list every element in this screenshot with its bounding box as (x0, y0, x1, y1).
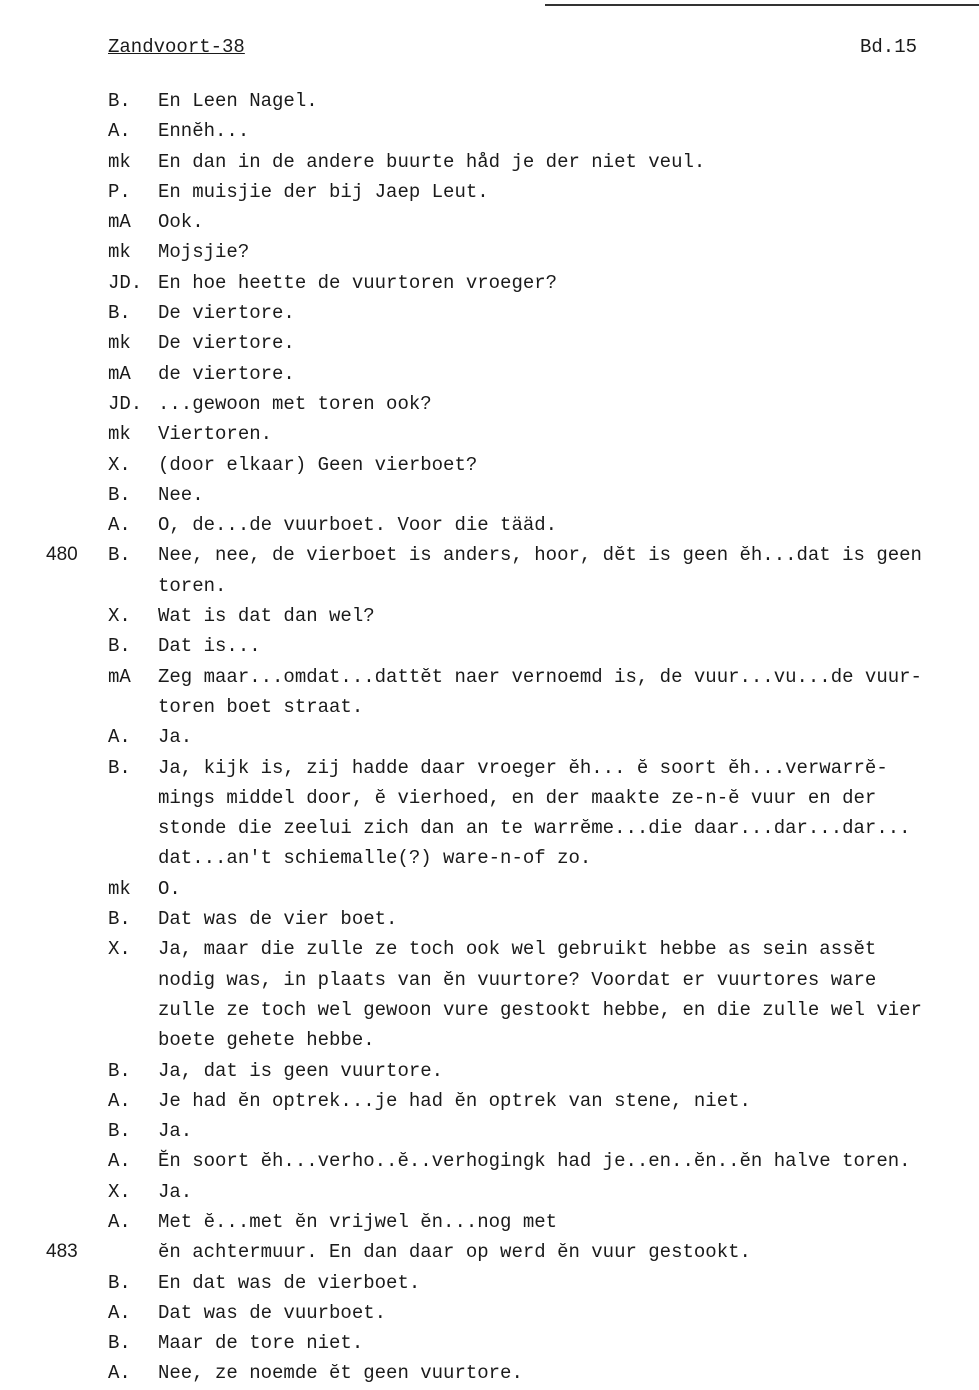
utterance-text: nodig was, in plaats van ĕn vuurtore? Voordat er vuurtores ware (158, 968, 877, 991)
utterance-text: Viertoren. (158, 423, 273, 446)
utterance-text: Nee, ze noemde ĕt geen vuurtore. (158, 1362, 523, 1385)
transcript-line (0, 995, 979, 1025)
speaker-label: X. (108, 605, 131, 628)
utterance-text: Ja. (158, 726, 193, 749)
utterance-text: mings middel door, ĕ vierhoed, en der maakte ze-n-ĕ vuur en der (158, 786, 877, 809)
speaker-label: X. (108, 453, 131, 476)
utterance-text: zulle ze toch wel gewoon vure gestookt hebbe, en die zulle wel vier (158, 998, 922, 1021)
speaker-label: B. (108, 544, 131, 567)
utterance-text: Dat was de vier boet. (158, 908, 398, 931)
speaker-label: A. (108, 1210, 131, 1233)
speaker-label: B. (108, 90, 131, 112)
transcript-line (0, 1237, 979, 1267)
transcript-line (0, 1146, 979, 1176)
line-number: 483 (46, 1241, 78, 1263)
transcript-line (0, 510, 979, 540)
top-rule (545, 4, 979, 6)
document-title: Zandvoort-38 (108, 36, 245, 58)
speaker-label: B. (108, 1120, 131, 1143)
transcript-line (0, 268, 979, 298)
transcript-line (0, 601, 979, 631)
speaker-label: mk (108, 332, 131, 355)
transcript-line (0, 1086, 979, 1116)
speaker-label: A. (108, 1150, 131, 1173)
utterance-text: O. (158, 877, 181, 900)
utterance-text: En Leen Nagel. (158, 90, 318, 112)
page-number: Bd.15 (860, 36, 918, 58)
utterance-text: Dat was de vuurboet. (158, 1301, 387, 1324)
speaker-label: B. (108, 1059, 131, 1082)
utterance-text: En muisjie der bij Jaep Leut. (158, 180, 489, 203)
utterance-text: Met ĕ...met ĕn vrijwel ĕn...nog met (158, 1210, 558, 1233)
speaker-label: mk (108, 241, 131, 264)
utterance-text: ...gewoon met toren ook? (158, 392, 432, 415)
transcript-line (0, 207, 979, 237)
transcript-line (0, 1207, 979, 1237)
speaker-label: mk (108, 423, 131, 446)
speaker-label: mk (108, 877, 131, 900)
utterance-text: Ook. (158, 211, 204, 234)
transcript-line (0, 1328, 979, 1358)
utterance-text: O, de...de vuurboet. Voor die tääd. (158, 514, 558, 537)
utterance-text: stonde die zeelui zich dan an te warrĕme...die daar...dar...dar... (158, 817, 911, 840)
transcript-line (0, 237, 979, 267)
speaker-label: P. (108, 180, 131, 203)
speaker-label: JD. (108, 271, 143, 294)
utterance-text: Je had ĕn optrek...je had ĕn optrek van stene, niet. (158, 1089, 751, 1112)
transcript-line (0, 1025, 979, 1055)
speaker-label: A. (108, 726, 131, 749)
speaker-label: X. (108, 1180, 131, 1203)
transcript-line (0, 540, 979, 570)
speaker-label: B. (108, 302, 131, 325)
transcript-line (0, 904, 979, 934)
utterance-text: dat...an't schiemalle(?) ware-n-of zo. (158, 847, 592, 870)
speaker-label: mA (108, 211, 131, 234)
utterance-text: Wat is dat dan wel? (158, 605, 375, 628)
utterance-text: Nee, nee, de vierboet is anders, hoor, dĕt is geen ĕh...dat is geen (158, 544, 922, 567)
utterance-text: Ja, dat is geen vuurtore. (158, 1059, 444, 1082)
transcript-line (0, 86, 979, 116)
transcript-line (0, 631, 979, 661)
transcript-line (0, 177, 979, 207)
speaker-label: mA (108, 665, 131, 688)
transcript-line (0, 571, 979, 601)
speaker-label: B. (108, 635, 131, 658)
speaker-label: A. (108, 514, 131, 537)
utterance-text: ĕn achtermuur. En dan daar op werd ĕn vuur gestookt. (158, 1241, 751, 1264)
utterance-text: Ja. (158, 1180, 193, 1203)
transcript-line (0, 813, 979, 843)
transcript-line (0, 753, 979, 783)
transcript-line (0, 389, 979, 419)
speaker-label: A. (108, 1362, 131, 1385)
transcript-line (0, 1056, 979, 1086)
utterance-text: Ennĕh... (158, 120, 250, 143)
utterance-text: Ja, kijk is, zij hadde daar vroeger ĕh... ĕ soort ĕh...verwarrĕ- (158, 756, 888, 779)
transcript-line (0, 1116, 979, 1146)
speaker-label: B. (108, 756, 131, 779)
utterance-text: Zeg maar...omdat...dattĕt naer vernoemd is, de vuur...vu...de vuur- (158, 665, 922, 688)
transcript-line (0, 359, 979, 389)
transcript-line (0, 662, 979, 692)
speaker-label: A. (108, 1301, 131, 1324)
speaker-label: X. (108, 938, 131, 961)
utterance-text: En dat was de vierboet. (158, 1271, 421, 1294)
transcript-line (0, 874, 979, 904)
transcript-line (0, 934, 979, 964)
utterance-text: Mojsjie? (158, 241, 250, 264)
transcript-line (0, 147, 979, 177)
transcript-line (0, 843, 979, 873)
transcript-line (0, 783, 979, 813)
transcript-line (0, 298, 979, 328)
speaker-label: B. (108, 483, 131, 506)
utterance-text: Ja, maar die zulle ze toch ook wel gebruikt hebbe as sein assĕt (158, 938, 877, 961)
utterance-text: En dan in de andere buurte håd je der niet veul. (158, 150, 706, 173)
utterance-text: Dat is... (158, 635, 261, 658)
transcript-line (0, 965, 979, 995)
transcript-line (0, 1177, 979, 1207)
transcript-line (0, 1358, 979, 1388)
speaker-label: A. (108, 1089, 131, 1112)
speaker-label: A. (108, 120, 131, 143)
speaker-label: B. (108, 1271, 131, 1294)
utterance-text: boete gehete hebbe. (158, 1029, 375, 1052)
transcript (0, 86, 979, 1389)
utterance-text: Ĕn soort ĕh...verho..ĕ..verhogingk had je..en..ĕn..ĕn halve toren. (158, 1150, 911, 1173)
transcript-line (0, 450, 979, 480)
speaker-label: JD. (108, 392, 143, 415)
speaker-label: B. (108, 1332, 131, 1355)
line-number: 480 (46, 544, 78, 566)
utterance-text: De viertore. (158, 332, 295, 355)
speaker-label: B. (108, 908, 131, 931)
utterance-text: toren boet straat. (158, 695, 364, 718)
utterance-text: de viertore. (158, 362, 295, 385)
utterance-text: (door elkaar) Geen vierboet? (158, 453, 478, 476)
transcript-line (0, 116, 979, 146)
transcript-line (0, 722, 979, 752)
transcript-line (0, 692, 979, 722)
transcript-line (0, 1298, 979, 1328)
transcript-line (0, 480, 979, 510)
speaker-label: mk (108, 150, 131, 173)
transcript-line (0, 328, 979, 358)
utterance-text: De viertore. (158, 302, 295, 325)
utterance-text: Nee. (158, 483, 204, 506)
utterance-text: En hoe heette de vuurtoren vroeger? (158, 271, 558, 294)
transcript-line (0, 1268, 979, 1298)
utterance-text: Ja. (158, 1120, 193, 1143)
transcript-line (0, 419, 979, 449)
speaker-label: mA (108, 362, 131, 385)
utterance-text: toren. (158, 574, 227, 597)
utterance-text: Maar de tore niet. (158, 1332, 364, 1355)
